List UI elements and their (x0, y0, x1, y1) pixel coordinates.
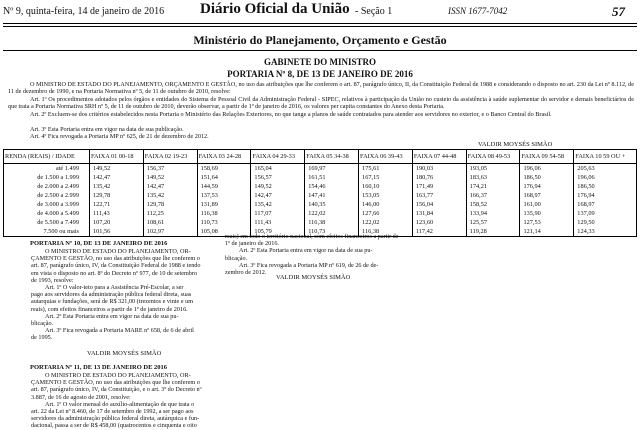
text-line: art. 87, parágrafo único, IV, da Constituição Federal de 1988 e tendo (31, 262, 201, 270)
value-cell: 135,90 (520, 209, 574, 218)
portaria-8-preamble: O MINISTRO DE ESTADO DO PLANEJAMENTO, ORÇAMENTO E GESTÃO, no uso das atribuições que lhe conferem o art. 87, parágrafo único, II, da Constituição Federal de 1988 e considerando o disposto no art. 230 da Lei nº 8.112, de 11 de dezembro de 1990, e na Portaria Normativa nº 5, de 11 de outubro de 2010, resolve: (8, 81, 634, 96)
renda-cell: de 2.500 a 2.999 (4, 191, 90, 200)
portaria-11-title: PORTARIA Nº 11, DE 13 DE JANEIRO DE 2016 (30, 364, 168, 371)
value-cell: 108,61 (143, 218, 197, 227)
text-line: autarquias e fundações, será de R$ 321,00 (trezentos e vinte e um (31, 298, 194, 306)
value-cell: 176,94 (574, 191, 637, 200)
header-rule-2 (3, 26, 637, 27)
table-row (4, 209, 637, 218)
value-cell: 169,97 (305, 164, 359, 174)
value-cell: 158,69 (197, 164, 251, 174)
text-line: servidores da administração pública federal direta, autárquica e fun- (31, 415, 200, 423)
value-cell: 171,49 (412, 182, 466, 191)
header-faixa-05: FAIXA 05 34-38 (305, 150, 359, 164)
value-cell: 116,38 (305, 218, 359, 227)
value-cell: 149,52 (89, 164, 143, 174)
value-cell: 156,37 (143, 164, 197, 174)
header-faixa-03: FAIXA 03 24-28 (197, 150, 251, 164)
value-cell: 168,97 (520, 191, 574, 200)
header-faixa-08: FAIXA 08 49-53 (466, 150, 520, 164)
value-cell: 205,63 (574, 164, 637, 174)
value-cell: 116,38 (359, 227, 413, 237)
header-rule (3, 23, 637, 24)
ministry-heading: Ministério do Planejamento, Orçamento e Gestão (193, 33, 447, 47)
value-cell: 147,41 (305, 191, 359, 200)
value-cell: 105,79 (251, 227, 305, 237)
renda-cell: 7.500 ou mais (4, 227, 90, 237)
header-faixa-07: FAIXA 07 44-48 (412, 150, 466, 164)
portaria-10-body (31, 248, 214, 342)
text-line: zembro de 2012. (225, 269, 267, 277)
value-cell: 102,97 (143, 227, 197, 237)
text-line: art. 87, parágrafo único, IV, da Constituição, e o art. 3º do Decreto nº (31, 386, 202, 394)
value-cell: 105,08 (197, 227, 251, 237)
value-cell: 101,56 (89, 227, 143, 237)
value-cell: 129,78 (89, 191, 143, 200)
renda-cell: de 4.000 a 5.499 (4, 209, 90, 218)
table-row (4, 218, 637, 227)
text-line: Art. 2º Esta Portaria entra em vigor na data de sua pu- (45, 312, 179, 320)
value-cell: 116,38 (197, 209, 251, 218)
text-line: Art. 1º O valor-teto para a Assistência Pré-Escolar, a ser (45, 284, 184, 292)
value-cell: 196,06 (520, 164, 574, 174)
value-cell: 117,07 (251, 209, 305, 218)
value-cell: 137,53 (197, 191, 251, 200)
value-cell: 111,43 (89, 209, 143, 218)
value-cell: 110,73 (305, 227, 359, 237)
value-cell: 123,60 (412, 218, 466, 227)
portaria-10-title: PORTARIA Nº 10, DE 13 DE JANEIRO DE 2016 (30, 240, 168, 247)
portaria-8-art4: Art. 4º Fica revogada a Portaria MP nº 625, de 21 de dezembro de 2012. (30, 133, 209, 140)
value-cell: 107,20 (89, 218, 143, 227)
value-cell: 133,94 (466, 209, 520, 218)
header-faixa-10: FAIXA 10 59 OU + (574, 150, 637, 164)
text-line: ÇAMENTO E GESTÃO, no uso das atribuições que lhe conferem o (31, 255, 200, 263)
value-cell: 122,02 (305, 209, 359, 218)
table-header-row (4, 150, 637, 164)
text-line: dacional, passa a ser de R$ 458,00 (quatrocentos e cinquenta e oito (31, 422, 197, 430)
value-cell: 193,05 (466, 164, 520, 174)
text-line: art. 22 da Lei nº 8.460, de 17 de setembro de 1992, a ser pago aos (31, 408, 194, 416)
value-cell: 161,00 (520, 200, 574, 209)
text-line: 1º de janeiro de 2016. (225, 240, 279, 248)
value-cell: 158,52 (466, 200, 520, 209)
value-cell: 142,47 (143, 182, 197, 191)
table-row (4, 191, 637, 200)
text-line: O MINISTRO DE ESTADO DO PLANEJAMENTO, OR- (45, 372, 191, 379)
text-line: Art. 2º Esta Portaria entra em vigor na data de sua pu- (239, 247, 373, 255)
value-cell: 153,05 (359, 191, 413, 200)
renda-cell: de 2.000 a 2.499 (4, 182, 90, 191)
renda-cell: de 3.000 a 3.999 (4, 200, 90, 209)
text-line: O MINISTRO DE ESTADO DO PLANEJAMENTO, OR- (45, 248, 191, 255)
value-cell: 122,71 (89, 200, 143, 209)
portaria-8-title: PORTARIA Nº 8, DE 13 DE JANEIRO DE 2016 (227, 69, 413, 79)
right-column-body (225, 233, 410, 276)
value-cell: 129,78 (143, 200, 197, 209)
value-cell: 186,50 (574, 182, 637, 191)
value-cell: 166,37 (466, 191, 520, 200)
text-line: Art. 3º Fica revogada a Portaria MP nº 619, de 26 de de- (239, 261, 379, 269)
text-line: reais), com efeitos financeiros a partir de 1º de janeiro de 2016. (31, 305, 188, 313)
value-cell: 156,04 (412, 200, 466, 209)
value-cell: 131,89 (197, 200, 251, 209)
text-line: blicação. (225, 254, 248, 262)
value-cell: 161,51 (305, 173, 359, 182)
portaria-8-art2: Art. 2º Excluem-se dos critérios estabelecidos nesta Portaria o Ministério das Relações Exteriores, no que tange a planos de saúde contratados para atender aos servidores no exterior, e o Banco Central do Brasil. (30, 111, 552, 118)
text-line: de 1993, resolve: (31, 276, 74, 284)
value-cell: 111,43 (251, 218, 305, 227)
value-cell: 151,64 (197, 173, 251, 182)
text-line: em vista o disposto no art. 8º do Decreto nº 977, de 10 de setembro (31, 269, 198, 277)
value-cell: 183,63 (466, 173, 520, 182)
value-cell: 127,53 (520, 218, 574, 227)
value-cell: 121,14 (520, 227, 574, 237)
portaria-11-body (31, 372, 214, 430)
table-row (4, 164, 637, 174)
value-cell: 142,47 (89, 173, 143, 182)
value-cell: 137,09 (574, 209, 637, 218)
table-row (4, 173, 637, 182)
value-cell: 112,25 (143, 209, 197, 218)
value-cell: 165,04 (251, 164, 305, 174)
value-cell: 176,94 (520, 182, 574, 191)
value-cell: 180,76 (412, 173, 466, 182)
text-line: de 1995. (31, 334, 53, 342)
value-cell: 167,15 (359, 173, 413, 182)
value-cell: 174,21 (466, 182, 520, 191)
header-faixa-06: FAIXA 06 39-43 (359, 150, 413, 164)
text-line: ÇAMENTO E GESTÃO, no uso das atribuições que lhe conferem o (31, 379, 200, 387)
value-cell: 175,61 (359, 164, 413, 174)
value-cell: 146,00 (359, 200, 413, 209)
portaria-8-art3: Art. 3º Esta Portaria entra em vigor na data de sua publicação. (30, 126, 184, 133)
page-number: 57 (612, 4, 625, 19)
value-cell: 125,57 (466, 218, 520, 227)
text-line: pago aos servidores da administração pública federal direta, suas (31, 291, 192, 299)
value-cell: 160,10 (359, 182, 413, 191)
value-cell: 122,02 (359, 218, 413, 227)
value-cell: 117,42 (412, 227, 466, 237)
issue-date: Nº 9, quinta-feira, 14 de janeiro de 2016 (3, 6, 165, 17)
renda-cell: de 1.500 a 1.999 (4, 173, 90, 182)
text-line: blicação. (31, 320, 54, 328)
value-cell: 168,97 (574, 200, 637, 209)
header-faixa-02: FAIXA 02 19-23 (143, 150, 197, 164)
text-line: 3.887, de 16 de agosto de 2001, resolve: (31, 393, 131, 401)
value-cell: 149,52 (251, 182, 305, 191)
value-cell: 131,84 (412, 209, 466, 218)
per-capita-table (3, 149, 637, 237)
text-line: reais) em todo o território nacional, com efeitos financeiros a partir de (225, 233, 399, 240)
value-cell: 196,06 (574, 173, 637, 182)
table-row (4, 182, 637, 191)
portaria-10-signature: VALDIR MOYSÉS SIMÃO (87, 350, 162, 357)
portaria-11-signature: VALDIR MOYSÉS SIMÃO (276, 274, 351, 281)
value-cell: 142,47 (251, 191, 305, 200)
header-faixa-01: FAIXA 01 00-18 (89, 150, 143, 164)
portaria-8-art1: Art. 1º Os procedimentos adotados pelos órgãos e entidades do Sistema de Pessoal Civil da Administração Federal - SIPEC, relativos à participação da União no custeio da assistência à saúde suplementar do servidor e demais beneficiários de que trata a Portaria Normativa SRH nº 5, de 11 de outubro de 2010, deverão observar, a partir de 1º de janeiro de 2016, os valores per capita constantes do Anexo desta Portaria. (8, 96, 634, 111)
value-cell: 124,33 (574, 227, 637, 237)
value-cell: 135,42 (143, 191, 197, 200)
value-cell: 156,57 (251, 173, 305, 182)
issn: ISSN 1677-7042 (448, 6, 508, 16)
header-renda: RENDA (REAIS) / IDADE (4, 150, 90, 164)
value-cell: 135,42 (89, 182, 143, 191)
value-cell: 149,52 (143, 173, 197, 182)
text-line: Art. 3º Fica revogada a Portaria MARE nº 658, de 6 de abril (45, 327, 194, 335)
header-faixa-04: FAIXA 04 29-33 (251, 150, 305, 164)
value-cell: 154,46 (305, 182, 359, 191)
ministry-rule (3, 50, 637, 51)
value-cell: 144,59 (197, 182, 251, 191)
table-row (4, 200, 637, 209)
value-cell: 110,73 (197, 218, 251, 227)
value-cell: 127,66 (359, 209, 413, 218)
value-cell: 135,42 (251, 200, 305, 209)
value-cell: 129,50 (574, 218, 637, 227)
renda-cell: de 5.500 a 7.499 (4, 218, 90, 227)
renda-cell: até 1.499 (4, 164, 90, 174)
value-cell: 163,77 (412, 191, 466, 200)
value-cell: 190,03 (412, 164, 466, 174)
value-cell: 119,28 (466, 227, 520, 237)
header-faixa-09: FAIXA 09 54-58 (520, 150, 574, 164)
text-line: Art. 1º O valor mensal do auxílio-alimentação de que trata o (45, 400, 195, 408)
section-label: - Seção 1 (355, 6, 393, 17)
value-cell: 186,50 (520, 173, 574, 182)
gabinete-heading: GABINETE DO MINISTRO (263, 57, 377, 67)
value-cell: 140,35 (305, 200, 359, 209)
portaria-8-signature: VALDIR MOYSÉS SIMÃO (478, 141, 553, 148)
journal-title: Diário Oficial da União (200, 1, 350, 17)
